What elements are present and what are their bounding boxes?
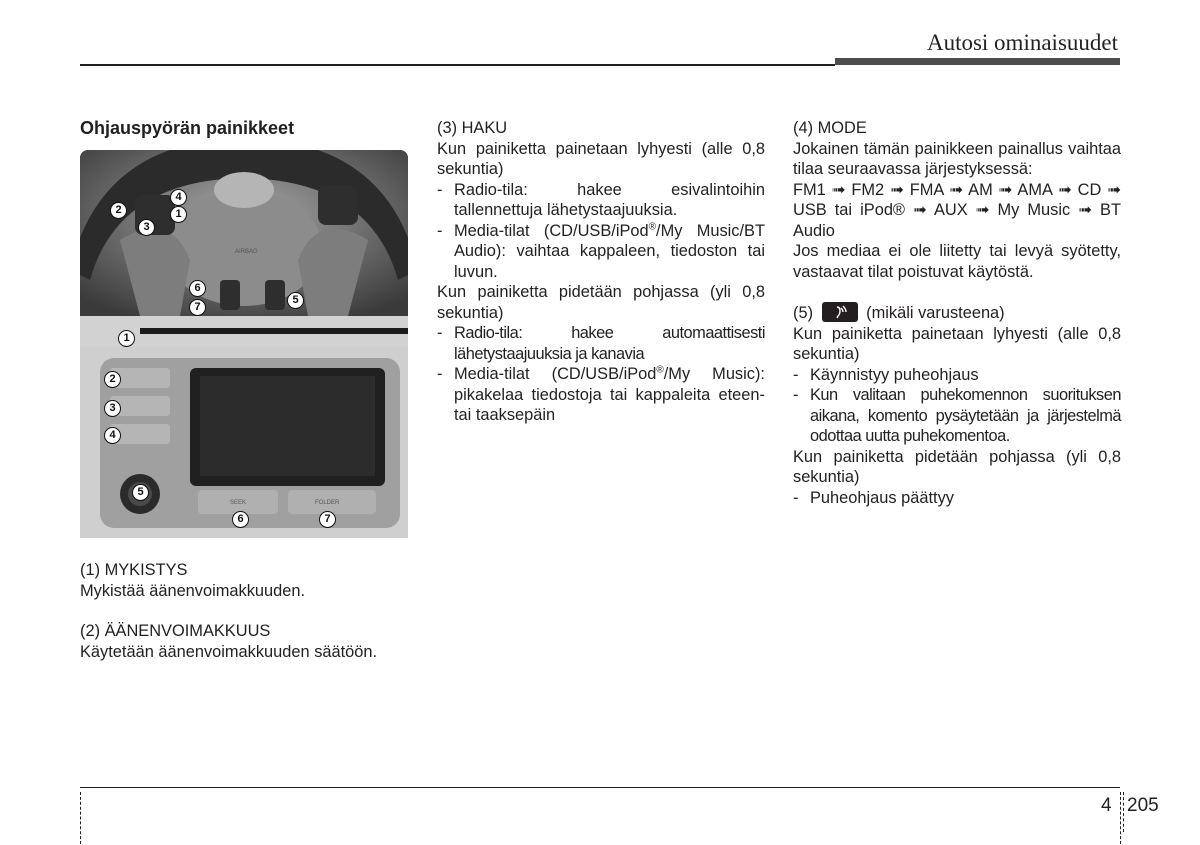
mode-description: Jokainen tämän painikkeen painallus vaihtaa tilaa seuraavassa järjestyksessä:: [793, 139, 1121, 178]
page-number-divider: [1123, 792, 1124, 832]
list-item: - Kun valitaan puhekomennon suorituksen aikana, komento pysäytetään ja järjestelmä odottaa uutta puhekomentoa.: [793, 386, 1121, 445]
list-item: - Radio-tila: hakee automaattisesti lähetystaajuuksia ja kanavia: [437, 324, 765, 363]
seek-long-press: Kun painiketta pidetään pohjassa (yli 0,8 sekuntia): [437, 283, 765, 322]
list-item: - Media-tilat (CD/USB/iPod®/My Music/BT Audio): vaihtaa kappaleen, tiedoston tai luvun.: [437, 221, 765, 281]
header-rule: [80, 64, 835, 66]
svg-text:FOLDER: FOLDER: [315, 500, 340, 506]
item-2-title: (2) ÄÄNENVOIMAKKUUS: [80, 622, 271, 640]
column-1: [80, 118, 410, 153]
running-header: Autosi ominaisuudet: [926, 30, 1118, 55]
callout-3: 3: [104, 400, 121, 417]
callout-7: 7: [319, 511, 336, 528]
svg-text:AIRBAG: AIRBAG: [235, 249, 258, 255]
callout-2: 2: [104, 371, 121, 388]
item-2-text: Käytetään äänenvoimakkuuden säätöön.: [80, 642, 378, 661]
steering-wheel-photo: [80, 150, 408, 316]
section-heading: Ohjauspyörän painikkeet: [80, 118, 295, 138]
mode-sequence: FM1 ➟ FM2 ➟ FMA ➟ AM ➟ AMA ➟ CD ➟ USB tai iPod® ➟ AUX ➟ My Music ➟ BT Audio: [793, 180, 1121, 240]
callout-6: 6: [232, 511, 249, 528]
header-accent-bar: [835, 58, 1120, 65]
chapter-number: 4: [1101, 795, 1112, 816]
callout-1: 1: [170, 206, 187, 223]
page-number: 205: [1127, 795, 1159, 816]
list-item: - Media-tilat (CD/USB/iPod®/My Music): pikakelaa tiedostoja tai kappaleita eteen- tai taaksepäin: [437, 364, 765, 424]
callout-3: 3: [138, 219, 155, 236]
footer-dashed-line-right: [1120, 792, 1121, 844]
list-item: - Puheohjaus päättyy: [793, 488, 954, 507]
footer-rule: [80, 787, 1120, 788]
voice-title: (5) (mikäli varusteena): [793, 304, 1005, 322]
callout-4: 4: [170, 189, 187, 206]
callout-4: 4: [104, 427, 121, 444]
mute-volume-text: [80, 560, 420, 662]
callout-1: 1: [118, 330, 135, 347]
footer-dashed-line-left: [80, 792, 81, 844]
column-3: [793, 118, 1121, 508]
column-2: [437, 118, 765, 426]
item-1-text: Mykistää äänenvoimakkuuden.: [80, 581, 306, 600]
callout-7: 7: [189, 299, 206, 316]
svg-text:SEEK: SEEK: [230, 500, 247, 506]
callout-2: 2: [110, 202, 127, 219]
seek-short-press: Kun painiketta painetaan lyhyesti (alle 0,8 sekuntia): [437, 139, 765, 178]
voice-long-press: Kun painiketta pidetään pohjassa (yli 0,8 sekuntia): [793, 447, 1121, 486]
voice-recognition-icon: [822, 302, 858, 322]
callout-5: 5: [132, 484, 149, 501]
callout-6: 6: [189, 280, 206, 297]
voice-short-press: Kun painiketta painetaan lyhyesti (alle 0,8 sekuntia): [793, 324, 1121, 363]
item-1-title: (1) MYKISTYS: [80, 561, 188, 579]
seek-title: (3) HAKU: [437, 119, 508, 137]
mode-note: Jos mediaa ei ole liitetty tai levyä syötetty, vastaavat tilat poistuvat käytöstä.: [793, 242, 1121, 281]
mode-title: (4) MODE: [793, 119, 867, 137]
list-item: - Radio-tila: hakee esivalintoihin tallennettuja lähetystaajuuksia.: [437, 180, 765, 219]
list-item: - Käynnistyy puheohjaus: [793, 365, 979, 384]
callout-5: 5: [287, 292, 304, 309]
head-unit-photo: [80, 316, 408, 538]
